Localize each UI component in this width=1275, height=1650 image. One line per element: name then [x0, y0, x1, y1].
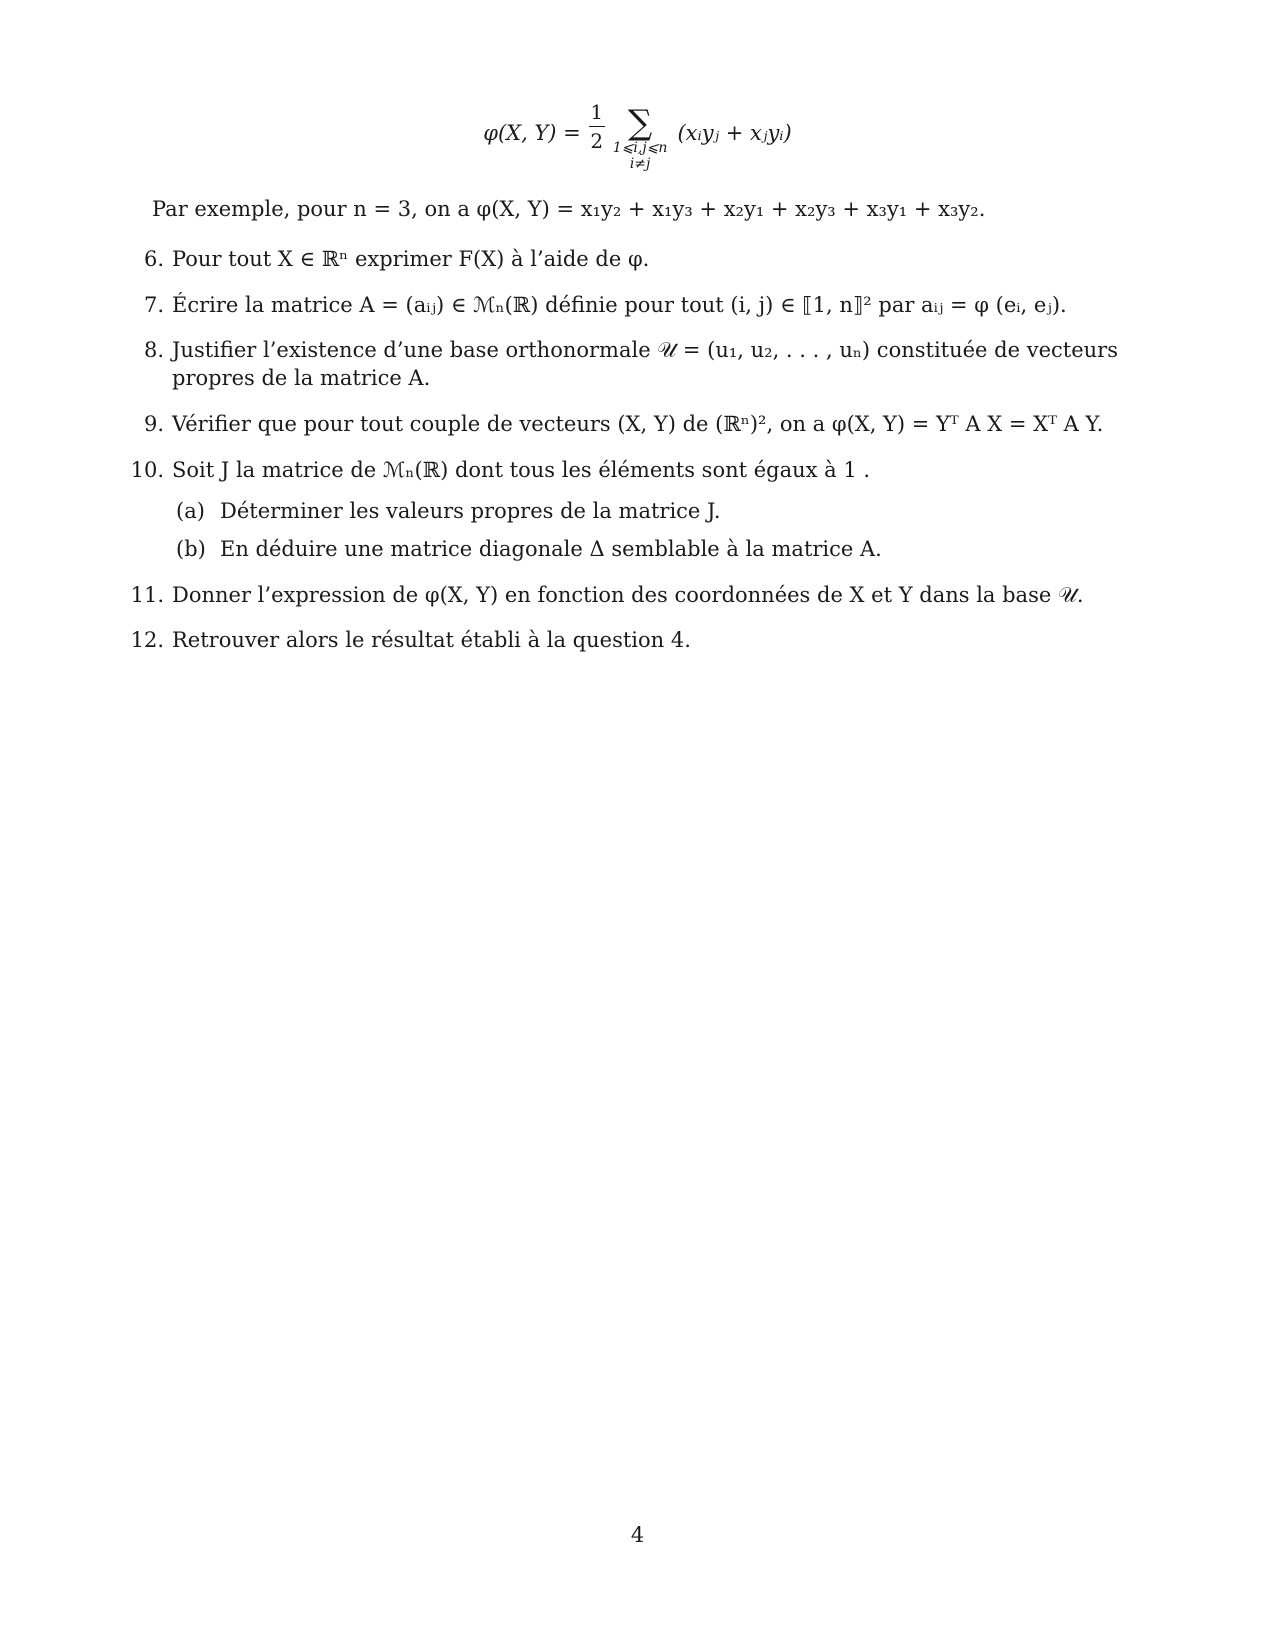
summation-index-condition: i≠j	[629, 156, 651, 173]
summation-index-range: 1⩽i,j⩽n	[612, 140, 668, 156]
display-formula	[0, 102, 1275, 172]
question-number: 6.	[143, 247, 164, 271]
question-list	[0, 246, 1275, 673]
subquestion-text: Déterminer les valeurs propres de la matrice J.	[220, 499, 721, 524]
fraction-bar	[589, 126, 605, 127]
fraction-numerator: 1	[590, 100, 604, 124]
question-text: Justifier l’existence d’une base orthonormale 𝒰 = (u₁, u₂, . . . , uₙ) constituée de vecteurs propres de la matrice A.	[172, 338, 1118, 391]
question-item	[0, 411, 1157, 439]
question-item	[0, 627, 1157, 655]
question-text: Vérifier que pour tout couple de vecteurs (X, Y) de (ℝⁿ)², on a φ(X, Y) = Yᵀ A X = Xᵀ A Y.	[172, 411, 1104, 436]
example-paragraph: Par exemple, pour n = 3, on a φ(X, Y) = x₁y₂ + x₁y₃ + x₂y₁ + x₂y₃ + x₃y₁ + x₃y₂.	[152, 197, 986, 221]
question-text: Donner l’expression de φ(X, Y) en fonction des coordonnées de X et Y dans la base 𝒰.	[172, 582, 1084, 607]
formula-fraction	[589, 100, 605, 154]
subquestion-label: (b)	[176, 537, 206, 562]
fraction-denominator: 2	[590, 129, 604, 154]
subquestion-text: En déduire une matrice diagonale Δ semblable à la matrice A.	[220, 537, 882, 562]
question-text: Écrire la matrice A = (aᵢⱼ) ∈ ℳₙ(ℝ) définie pour tout (i, j) ∈ ⟦1, n⟧² par aᵢⱼ = φ (eᵢ, eⱼ).	[172, 292, 1067, 317]
summation	[613, 102, 668, 172]
subquestion-label: (a)	[176, 499, 205, 524]
question-item	[0, 337, 1157, 392]
question-number: 7.	[143, 292, 164, 317]
question-number: 10.	[130, 457, 164, 482]
formula-lhs: φ(X, Y) =	[483, 121, 581, 145]
question-item	[0, 582, 1157, 610]
subquestion-list	[172, 498, 1157, 563]
question-item	[0, 292, 1157, 320]
formula-rhs: (xᵢyⱼ + xⱼyᵢ)	[677, 121, 792, 145]
question-number: 11.	[130, 582, 164, 607]
subquestion-item	[172, 536, 1157, 564]
question-number: 8.	[143, 338, 164, 363]
question-text: Soit J la matrice de ℳₙ(ℝ) dont tous les éléments sont égaux à 1 .	[172, 457, 871, 482]
page-number: 4	[630, 1523, 645, 1547]
question-text: Retrouver alors le résultat établi à la question 4.	[172, 628, 691, 653]
question-item	[0, 246, 1157, 274]
subquestion-item	[172, 498, 1157, 526]
question-number: 9.	[143, 411, 164, 436]
question-number: 12.	[130, 628, 164, 653]
sigma-symbol: ∑	[627, 103, 653, 143]
question-item	[0, 457, 1157, 564]
question-text: Pour tout X ∈ ℝⁿ exprimer F(X) à l’aide de φ.	[172, 247, 650, 271]
